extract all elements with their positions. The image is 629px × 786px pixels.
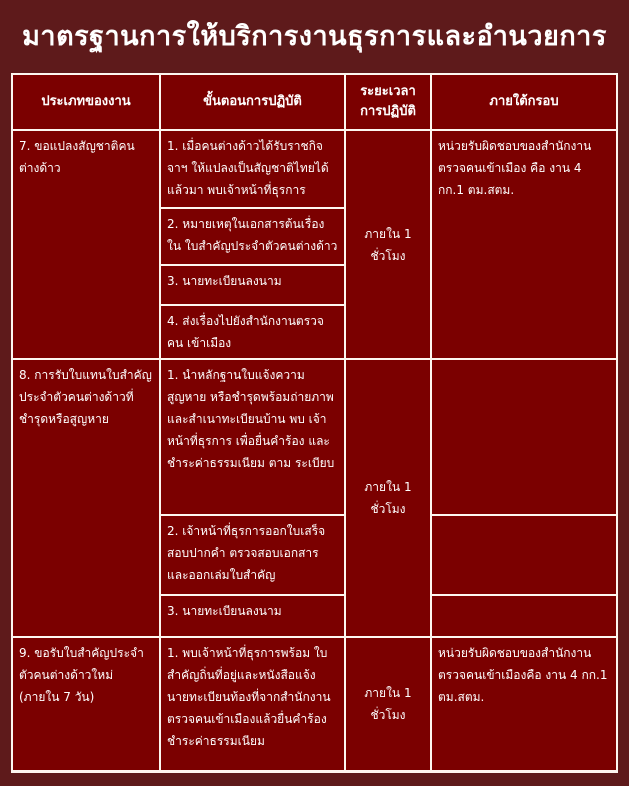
standards-table [11,73,618,773]
row9-step1: 1. พบเจ้าหน้าที่ธุรการพร้อม ใบสำคัญถิ่นที่อยู่และหนังสือแจ้ง นายทะเบียนท้องที่จากสำนักงาน ตรวจคนเข้าเมืองแล้วยื่นคำร้อง ชำระค่าธรรมเนียม [161,638,344,770]
row7-step2: 2. หมายเหตุในเอกสารต้นเรื่องใน ใบสำคัญประจำตัวคนต่างด้าว [161,209,344,264]
row7-type: 7. ขอแปลงสัญชาติคนต่างด้าว [13,131,159,358]
header-time: ระยะเวลา การปฏิบัติ [346,75,430,129]
row9-time: ภายใน 1 ชั่วโมง [346,638,430,770]
row9-under: หน่วยรับผิดชอบของสำนักงาน ตรวจคนเข้าเมืองคือ งาน 4 กก.1 ตม.สตม. [432,638,616,770]
page-title: มาตรฐานการให้บริการงานธุรการและอำนวยการ [22,20,607,52]
header-under: ภายใต้กรอบ [432,75,616,129]
header-type: ประเภทของงาน [13,75,159,129]
row7-under: หน่วยรับผิดชอบของสำนักงาน ตรวจคนเข้าเมือง คือ งาน 4 กก.1 ตม.สตม. [432,131,616,358]
row8-under-1 [432,360,616,514]
header-steps: ขั้นตอนการปฏิบัติ [161,75,344,129]
row8-step3: 3. นายทะเบียนลงนาม [161,596,344,636]
row7-time: ภายใน 1 ชั่วโมง [346,131,430,358]
row7-step1: 1. เมื่อคนต่างด้าวได้รับราชกิจจาฯ ให้แปลงเป็นสัญชาติไทยได้แล้วมา พบเจ้าหน้าที่ธุรการ [161,131,344,207]
row8-under-3 [432,596,616,636]
row8-under-2 [432,516,616,594]
row9-type: 9. ขอรับใบสำคัญประจำตัวคนต่างด้าวใหม่ (ภายใน 7 วัน) [13,638,159,770]
row7-step4: 4. ส่งเรื่องไปยังสำนักงานตรวจคน เข้าเมือง [161,306,344,358]
row7-step3: 3. นายทะเบียนลงนาม [161,266,344,304]
row8-step2: 2. เจ้าหน้าที่ธุรการออกใบเสร็จ สอบปากคำ ตรวจสอบเอกสาร และออกเล่มใบสำคัญ [161,516,344,594]
row8-step1: 1. นำหลักฐานใบแจ้งความสูญหาย หรือชำรุดพร้อมถ่ายภาพ และสำเนาทะเบียนบ้าน พบ เจ้าหน้าที่ธุรการ เพื่อยื่นคำร้อง และชำระค่าธรรมเนียม ตาม ระเบียบ [161,360,344,514]
row8-type: 8. การรับใบแทนใบสำคัญประจำตัวคนต่างด้าวที่ชำรุดหรือสูญหาย [13,360,159,636]
row8-time: ภายใน 1 ชั่วโมง [346,360,430,636]
